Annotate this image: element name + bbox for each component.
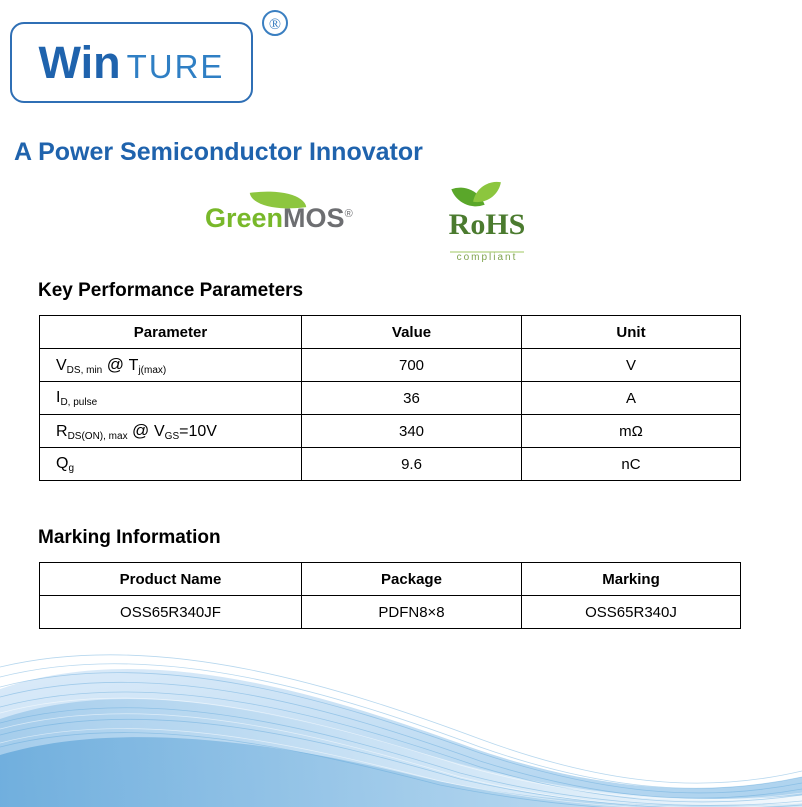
- value-cell: 9.6: [302, 448, 522, 481]
- column-header-value: Value: [302, 316, 522, 349]
- unit-cell: V: [522, 349, 741, 382]
- column-header-package: Package: [302, 563, 522, 596]
- table-row: [40, 415, 741, 448]
- column-header-parameter: Parameter: [40, 316, 302, 349]
- company-logo: [10, 22, 253, 103]
- greenmos-suffix: MOS: [283, 203, 345, 233]
- param-subscript: D, pulse: [60, 397, 98, 408]
- param-subscript: g: [68, 463, 75, 474]
- table-header-row: [40, 316, 741, 349]
- key-performance-table: [39, 315, 741, 481]
- param-symbol2: V: [154, 423, 165, 440]
- column-header-marking: Marking: [522, 563, 741, 596]
- parameter-cell: [40, 382, 302, 415]
- value-cell: 700: [302, 349, 522, 382]
- unit-cell: A: [522, 382, 741, 415]
- wave-graphic-icon: [0, 627, 802, 807]
- value-cell: 36: [302, 382, 522, 415]
- greenmos-logo: [205, 203, 353, 234]
- leaf-right-icon: [473, 178, 501, 206]
- param-symbol: V: [56, 357, 67, 374]
- param-tail: =10V: [179, 423, 217, 440]
- certification-logos: [0, 185, 802, 265]
- rohs-logo: [447, 182, 527, 263]
- greenmos-prefix: Green: [205, 203, 284, 233]
- logo-wordmark: [12, 24, 251, 101]
- param-symbol: Q: [56, 455, 69, 472]
- param-subscript: DS, min: [66, 365, 103, 376]
- value-cell: 340: [302, 415, 522, 448]
- logo-secondary-text: TURE: [126, 47, 225, 85]
- column-header-unit: Unit: [522, 316, 741, 349]
- param-subscript: DS(ON), max: [67, 431, 128, 442]
- param-subscript2: GS: [164, 431, 180, 442]
- rohs-subtitle: compliant: [456, 252, 518, 263]
- decorative-wave-footer: [0, 627, 802, 807]
- marking-information-table: [39, 562, 741, 629]
- unit-cell: mΩ: [522, 415, 741, 448]
- parameter-cell: [40, 349, 302, 382]
- marking-cell: OSS65R340J: [522, 596, 741, 629]
- page-header: [0, 0, 802, 128]
- param-subscript2: j(max): [138, 365, 167, 376]
- key-performance-title: Key Performance Parameters: [38, 280, 304, 301]
- param-at: @: [132, 421, 154, 440]
- table-row: [40, 382, 741, 415]
- table-row: [40, 448, 741, 481]
- table-header-row: [40, 563, 741, 596]
- registered-trademark-icon: ®: [262, 10, 288, 36]
- logo-primary-text: Win: [38, 36, 121, 88]
- unit-cell: nC: [522, 448, 741, 481]
- greenmos-registered-icon: ®: [344, 208, 353, 220]
- param-symbol2: T: [128, 357, 139, 374]
- page-tagline: A Power Semiconductor Innovator: [14, 138, 423, 166]
- parameter-cell: [40, 448, 302, 481]
- parameter-cell: [40, 415, 302, 448]
- product-name-cell: OSS65R340JF: [40, 596, 302, 629]
- param-symbol: R: [56, 423, 68, 440]
- table-row: [40, 349, 741, 382]
- param-symbol: I: [56, 389, 61, 406]
- column-header-product-name: Product Name: [40, 563, 302, 596]
- package-cell: PDFN8×8: [302, 596, 522, 629]
- marking-information-title: Marking Information: [38, 527, 221, 548]
- table-row: [40, 596, 741, 629]
- rohs-name: RoHS: [448, 208, 526, 241]
- param-at: @: [106, 355, 129, 374]
